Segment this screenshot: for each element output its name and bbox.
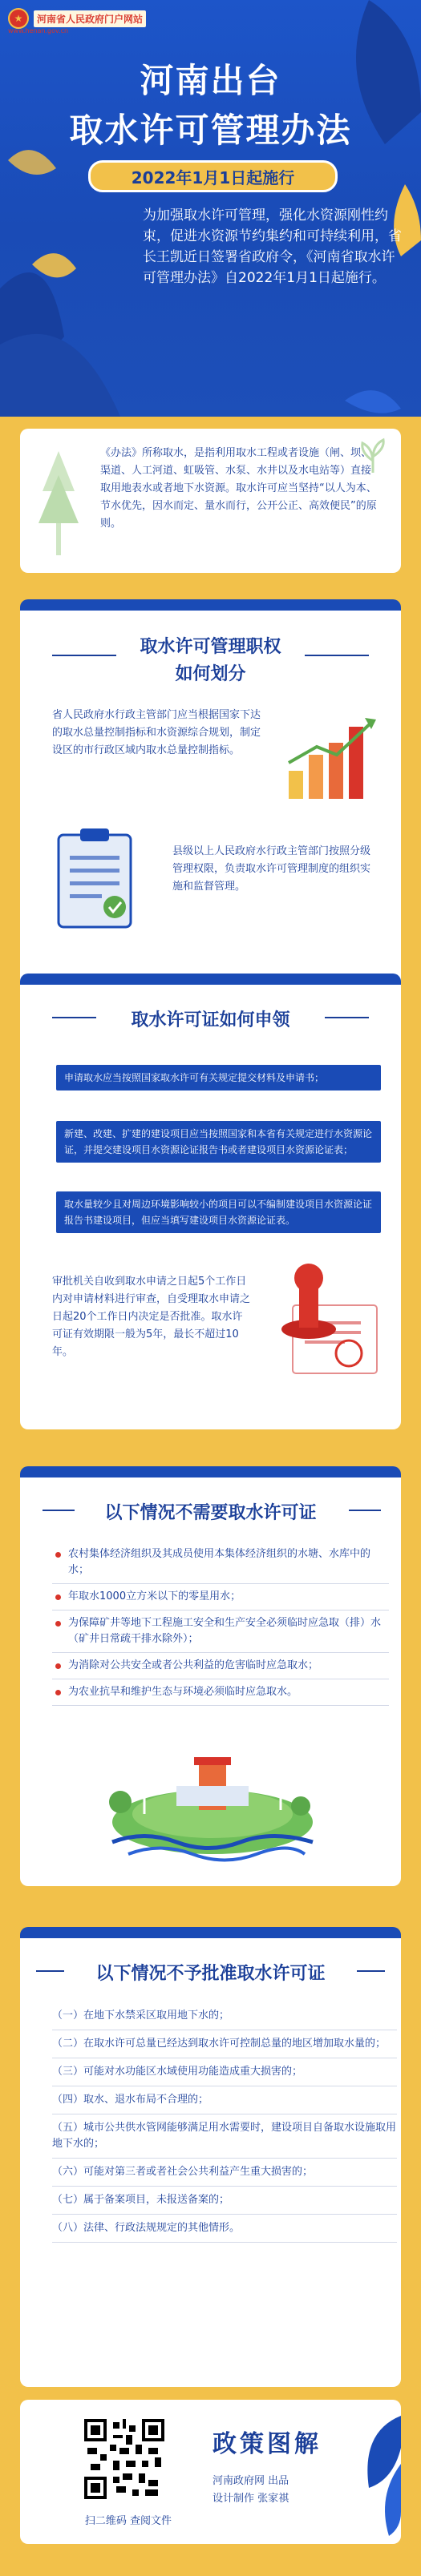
list-item: （六）可能对第三者或者社会公共利益产生重大损害的； — [52, 2159, 397, 2187]
credit-designer: 设计制作 张家祺 — [213, 2493, 289, 2505]
hero-banner — [0, 0, 421, 417]
application-para: 审批机关自收到取水申请之日起5个工作日内对申请材料进行审查，自受理取水申请之日起20个工作日内决定是否批准。取水许可证有效期限一般为5年，最长不超过10年。 — [52, 1276, 251, 1358]
list-item: （一）在地下水禁采区取用地下水的； — [52, 2002, 397, 2030]
leaf-decoration — [345, 2400, 401, 2544]
denied-list — [52, 2002, 397, 2243]
application-bar-1: 申请取水应当按照国家取水许可有关规定提交材料及申请书； — [56, 1065, 381, 1090]
qr-caption: 扫二维码 查阅文件 — [84, 2515, 172, 2527]
list-item: （八）法律、行政法规规定的其他情形。 — [52, 2215, 397, 2243]
authority-para-2: 县级以上人民政府水行政主管部门按照分级管理权限，负责取水许可管理制度的组织实施和监督管理。 — [172, 845, 371, 893]
section-application-title: 取水许可证如何申领 — [131, 1010, 290, 1030]
list-item: （四）取水、退水布局不合理的； — [52, 2086, 397, 2114]
section-authority-title2: 如何划分 — [175, 663, 246, 684]
application-bar-2: 新建、改建、扩建的建设项目应当按照国家和本省有关规定进行水资源论证，并提交建设项目水资源论证报告书或者建设项目水资源论证表； — [56, 1121, 381, 1163]
section-authority-title1: 取水许可管理职权 — [140, 636, 281, 657]
hydropower-landscape-illustration — [96, 1746, 329, 1866]
section-authority — [20, 599, 401, 1003]
effective-date-badge: 2022年1月1日起施行 — [88, 160, 338, 192]
section-exempt-title: 以下情况不需要取水许可证 — [104, 1502, 317, 1523]
hero-title-line1: 河南出台 — [140, 61, 281, 100]
section-denied-title: 以下情况不予批准取水许可证 — [95, 1963, 326, 1984]
list-item: 年取水1000立方米以下的零星用水； — [52, 1584, 389, 1611]
seal-stamp-icon — [261, 1257, 389, 1385]
list-item: （二）在取水许可总量已经达到取水许可控制总量的地区增加取水量的； — [52, 2030, 397, 2058]
application-bar-3: 取水量较少且对周边环境影响较小的项目可以不编制建设项目水资源论证报告书建设项目，但应当填写建设项目水资源论证表。 — [56, 1191, 381, 1233]
list-item: （五）城市公共供水管网能够满足用水需要时，建设项目自备取水设施取用地下水的； — [52, 2114, 397, 2159]
gov-site-name: 河南省人民政府门户网站 — [34, 10, 146, 27]
section-denied — [20, 1927, 401, 2387]
definition-box — [20, 429, 401, 573]
national-emblem-icon: ★ — [8, 8, 29, 29]
list-item: 为消除对公共安全或者公共利益的危害临时应急取水； — [52, 1653, 389, 1679]
tree-illustration — [26, 443, 91, 563]
gov-site-url: www.henan.gov.cn — [8, 27, 69, 34]
brand-title: 政策图解 — [213, 2430, 322, 2458]
list-item: 农村集体经济组织及其成员使用本集体经济组织的水塘、水库中的水； — [52, 1542, 389, 1584]
definition-text: 《办法》所称取水，是指利用取水工程或者设施（闸、坝、渠道、人工河道、虹吸管、水泵、水井以及水电站等）直接取用地表水或者地下水资源。取水许可应当坚持“以人为本、节水优先，因水而定、量水而行，公开公正、高效便民”的原则。 — [100, 447, 377, 530]
qr-code[interactable] — [84, 2419, 164, 2499]
credit-producer: 河南政府网 出品 — [213, 2475, 289, 2487]
list-item: 为农业抗旱和维护生态与环境必须临时应急取水。 — [52, 1679, 389, 1706]
list-item: 为保障矿井等地下工程施工安全和生产安全必须临时应急取（排）水（矿井日常疏干排水除外）； — [52, 1611, 389, 1653]
footer-card — [20, 2400, 401, 2544]
list-item: （七）属于备案项目，未报送备案的； — [52, 2187, 397, 2215]
document-icon — [52, 827, 140, 931]
gov-logo[interactable] — [8, 8, 146, 29]
hero-intro: 为加强取水许可管理，强化水资源刚性约束，促进水资源节约集约和可持续利用，省长王凯近日签署省政府令，《河南省取水许可管理办法》自2022年1月1日起施行。 — [143, 208, 402, 286]
bar-chart-illustration — [285, 715, 381, 803]
authority-para-1: 省人民政府水行政主管部门应当根据国家下达的取水总量控制指标和水资源综合规划，制定设区的市行政区域内取水总量控制指标。 — [52, 709, 261, 756]
section-application — [20, 974, 401, 1429]
exempt-list — [52, 1542, 389, 1706]
section-exempt — [20, 1466, 401, 1886]
list-item: （三）可能对水功能区水域使用功能造成重大损害的； — [52, 2058, 397, 2086]
hero-title-line2: 取水许可管理办法 — [69, 111, 352, 150]
